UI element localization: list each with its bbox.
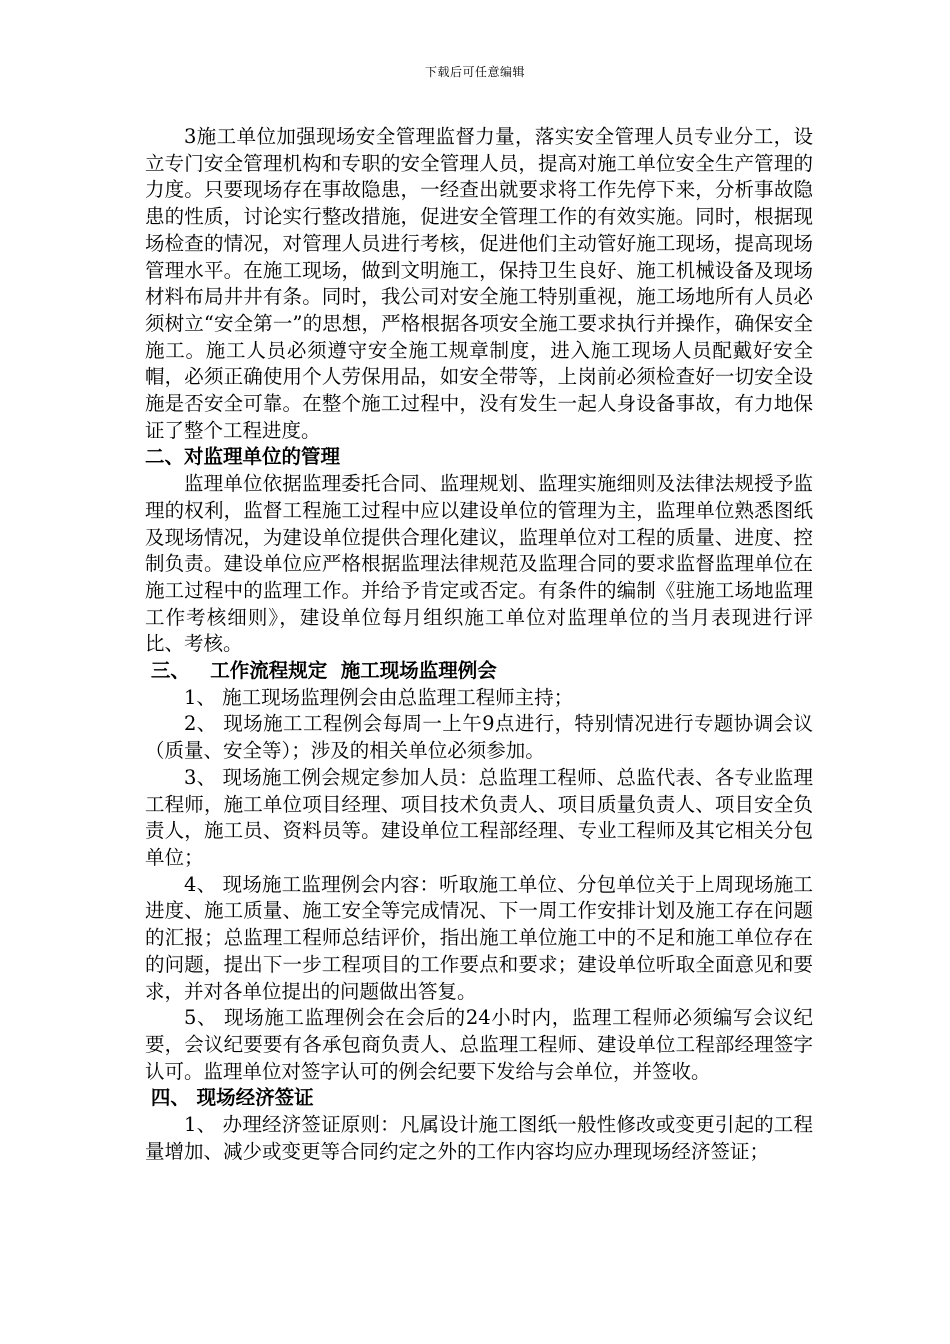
list-item-meeting-minutes: 5、 现场施工监理例会在会后的24小时内，监理工程师必须编写会议纪要，会议纪要要有各承包商负责人、总监理工程师、建设单位工程部经理签字认可。监理单位对签字认可的例会纪要下发给与会单位，并签收。 xyxy=(145,1006,813,1083)
header-note: 下载后可任意编辑 xyxy=(424,65,525,79)
list-item-meeting-host: 1、 施工现场监理例会由总监理工程师主持； xyxy=(184,685,574,709)
heading-supervision-management: 二、对监理单位的管理 xyxy=(145,445,341,469)
list-item-meeting-time: 2、 现场施工工程例会每周一上午9点进行，特别情况进行专题协调会议（质量、安全等）；涉及的相关单位必须参加。 xyxy=(145,712,813,763)
heading-economic-visa: 四、 现场经济签证 xyxy=(150,1086,314,1110)
list-item-meeting-attendees: 3、 现场施工例会规定参加人员：总监理工程师、总监代表、各专业监理工程师，施工单位项目经理、项目技术负责人、项目质量负责人、项目安全负责人，施工员、资料员等。建设单位工程部经理、专业工程师及其它相关分包单位； xyxy=(145,765,813,869)
document-body xyxy=(145,124,813,1165)
heading-workflow-meeting: 三、 工作流程规定 施工现场监理例会 xyxy=(150,659,497,683)
paragraph-supervision-management: 监理单位依据监理委托合同、监理规划、监理实施细则及法律法规授予监理的权利，监督工程施工过程中应以建设单位的管理为主，监理单位熟悉图纸及现场情况，为建设单位提供合理化建议，监理单位对工程的质量、进度、控制负责。建设单位应严格根据监理法律规范及监理合同的要求监督监理单位在施工过程中的监理工作。并给予肯定或否定。有条件的编制《驻施工场地监理工作考核细则》，建设单位每月组织施工单位对监理单位的当月表现进行评比、考核。 xyxy=(145,472,813,656)
paragraph-safety-management: 3施工单位加强现场安全管理监督力量，落实安全管理人员专业分工，设立专门安全管理机构和专职的安全管理人员，提高对施工单位安全生产管理的力度。只要现场存在事故隐患，一经查出就要求将工作先停下来，分析事故隐患的性质，讨论实行整改措施，促进安全管理工作的有效实施。同时，根据现场检查的情况，对管理人员进行考核，促进他们主动管好施工现场，提高现场管理水平。在施工现场，做到文明施工，保持卫生良好、施工机械设备及现场材料布局井井有条。同时，我公司对安全施工特别重视，施工场地所有人员必须树立“安全第一”的思想，严格根据各项安全施工要求执行并操作，确保安全施工。施工人员必须遵守安全施工规章制度，进入施工现场人员配戴好安全帽，必须正确使用个人劳保用品，如安全带等，上岗前必须检查好一切安全设施是否安全可靠。在整个施工过程中，没有发生一起人身设备事故，有力地保证了整个工程进度。 xyxy=(145,125,813,442)
list-item-visa-principle: 1、 办理经济签证原则：凡属设计施工图纸一般性修改或变更引起的工程量增加、减少或变更等合同约定之外的工作内容均应办理现场经济签证； xyxy=(145,1113,813,1163)
list-item-meeting-content: 4、 现场施工监理例会内容：听取施工单位、分包单位关于上周现场施工进度、施工质量、施工安全等完成情况、下一周工作安排计划及施工存在问题的汇报；总监理工程师总结评价，指出施工单位施工中的不足和施工单位存在的问题，提出下一步工程项目的工作要点和要求；建设单位听取全面意见和要求，并对各单位提出的问题做出答复。 xyxy=(145,872,813,1003)
